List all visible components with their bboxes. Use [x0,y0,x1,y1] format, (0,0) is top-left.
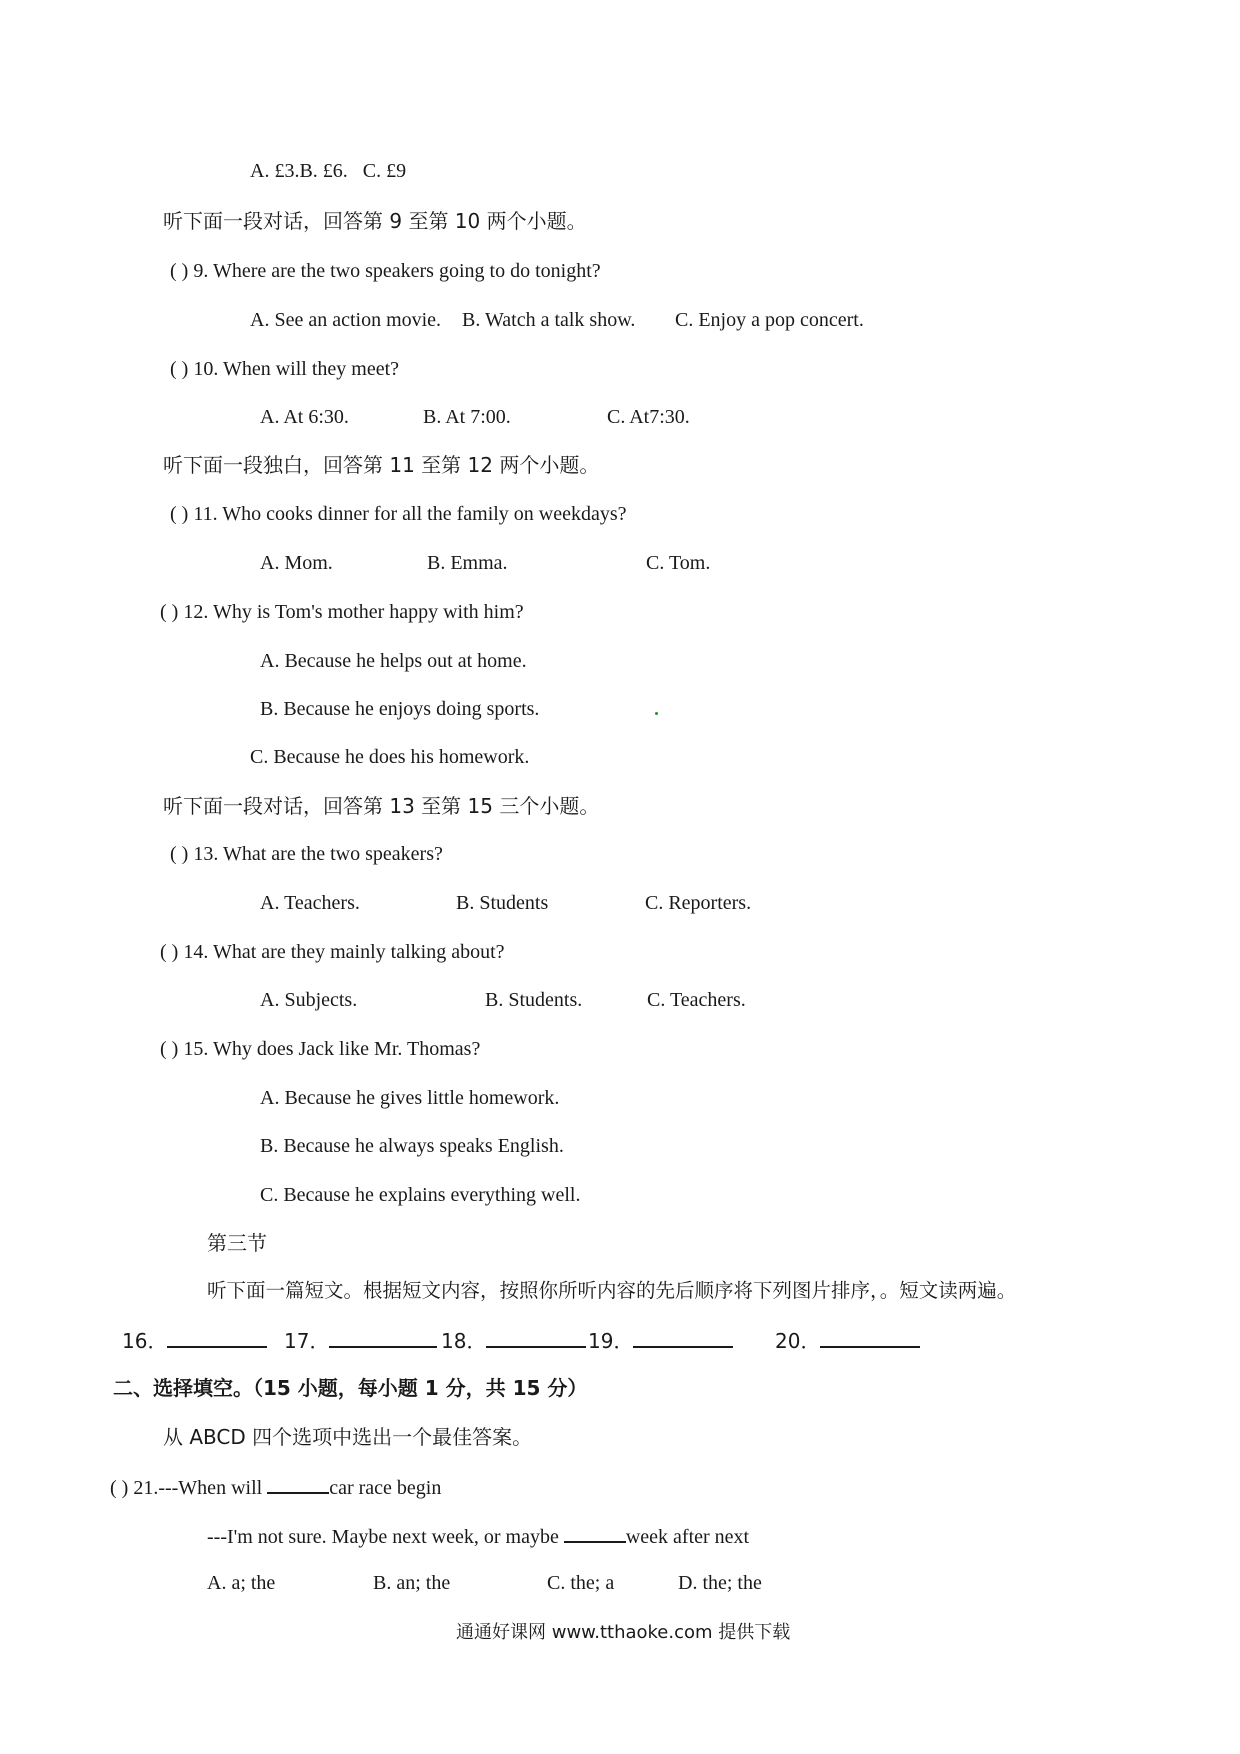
q14-option-a: A. Subjects. [260,989,358,1011]
q11-option-a: A. Mom. [260,552,333,574]
q15-stem-row [160,1036,480,1062]
q12-option-b: B. Because he enjoys doing sports. [260,698,540,720]
q15-answer-paren[interactable]: ( ) [160,1038,179,1060]
blank-17-field[interactable] [329,1326,437,1348]
blank-20-label: 20． [775,1329,821,1353]
q11-answer-paren[interactable]: ( ) [170,503,189,525]
q12-option-c: C. Because he does his homework. [250,746,530,768]
q10-stem-row [170,356,399,382]
q15-option-b: B. Because he always speaks English. [260,1135,564,1157]
q11-option-b: B. Emma. [427,552,508,574]
blank-16-label: 16． [122,1329,168,1353]
q12-stem: 12. Why is Tom's mother happy with him? [183,601,524,623]
ink-speck [655,712,658,715]
part2-title: 二、选择填空。（15 小题，每小题 1 分，共 15 分） [113,1376,588,1400]
q15-stem: 15. Why does Jack like Mr. Thomas? [183,1038,481,1060]
q9-answer-paren[interactable]: ( ) [170,260,189,282]
q13-option-c: C. Reporters. [645,892,752,914]
blank-19-field[interactable] [633,1326,733,1348]
q12-option-a: A. Because he helps out at home. [260,650,527,672]
q10-option-c: C. At7:30. [607,406,690,428]
q8-option-c: C. £9 [362,160,407,182]
blank-19-row [588,1326,733,1354]
q14-stem-row [160,939,505,965]
q8-option-b: B. £6. [299,160,348,182]
blank-18-row [441,1326,586,1354]
q21-stem-end: car race begin [329,1477,442,1499]
q21-blank-2[interactable] [564,1521,626,1543]
q15-option-a: A. Because he gives little homework. [260,1087,560,1109]
q14-option-c: C. Teachers. [647,989,746,1011]
q21-blank-1[interactable] [267,1472,329,1494]
section-13-15-intro: 听下面一段对话，回答第 13 至第 15 三个小题。 [163,794,600,818]
q8-options-row [250,158,406,184]
q9-option-c: C. Enjoy a pop concert. [675,309,864,331]
blank-20-row [775,1326,920,1354]
q14-stem: 14. What are they mainly talking about? [183,941,505,963]
q14-option-b: B. Students. [485,989,583,1011]
part2-instruction: 从 ABCD 四个选项中选出一个最佳答案。 [163,1425,533,1449]
q13-stem-row [170,841,443,867]
q21-stem-start: 21.---When will [133,1477,263,1499]
blank-16-row [122,1326,267,1354]
section3-title: 第三节 [207,1231,267,1255]
q12-answer-paren[interactable]: ( ) [160,601,179,623]
blank-17-label: 17． [284,1329,330,1353]
footer-text: 通通好课网 www.tthaoke.com 提供下载 [456,1622,791,1643]
blank-16-field[interactable] [167,1326,267,1348]
q21-option-c: C. the; a [547,1572,615,1594]
blank-18-label: 18． [441,1329,487,1353]
q10-option-a: A. At 6:30. [260,406,349,428]
q13-answer-paren[interactable]: ( ) [170,843,189,865]
q12-stem-row [160,599,524,625]
q21-option-b: B. an; the [373,1572,451,1594]
q11-stem-row [170,501,627,527]
blank-19-label: 19． [588,1329,634,1353]
blank-17-row [284,1326,437,1354]
blank-20-field[interactable] [820,1326,920,1348]
q9-stem: 9. Where are the two speakers going to do tonight? [193,260,601,282]
section-9-10-intro: 听下面一段对话，回答第 9 至第 10 两个小题。 [163,209,587,233]
q8-option-a: A. £3. [250,160,300,182]
q10-option-b: B. At 7:00. [423,406,511,428]
q13-stem: 13. What are the two speakers? [193,843,443,865]
q15-option-c: C. Because he explains everything well. [260,1184,581,1206]
q9-option-b: B. Watch a talk show. [462,309,636,331]
q9-stem-row [170,258,601,284]
q21-stem-row [110,1472,441,1501]
q11-stem: 11. Who cooks dinner for all the family on weekdays? [193,503,627,525]
q9-option-a: A. See an action movie. [250,309,442,331]
section3-instruction: 听下面一篇短文。根据短文内容，按照你所听内容的先后顺序将下列图片排序，。短文读两遍。 [207,1279,1017,1302]
q10-stem: 10. When will they meet? [193,358,400,380]
q21-option-a: A. a; the [207,1572,276,1594]
q11-option-c: C. Tom. [646,552,711,574]
q13-option-a: A. Teachers. [260,892,360,914]
q21-line2-row [207,1521,749,1550]
q13-option-b: B. Students [456,892,549,914]
q10-answer-paren[interactable]: ( ) [170,358,189,380]
q21-line2-start: ---I'm not sure. Maybe next week, or maybe [207,1526,559,1548]
blank-18-field[interactable] [486,1326,586,1348]
section-11-12-intro: 听下面一段独白，回答第 11 至第 12 两个小题。 [163,453,600,477]
q14-answer-paren[interactable]: ( ) [160,941,179,963]
q21-option-d: D. the; the [678,1572,762,1594]
q21-line2-end: week after next [625,1526,750,1548]
q21-answer-paren[interactable]: ( ) [110,1477,129,1499]
